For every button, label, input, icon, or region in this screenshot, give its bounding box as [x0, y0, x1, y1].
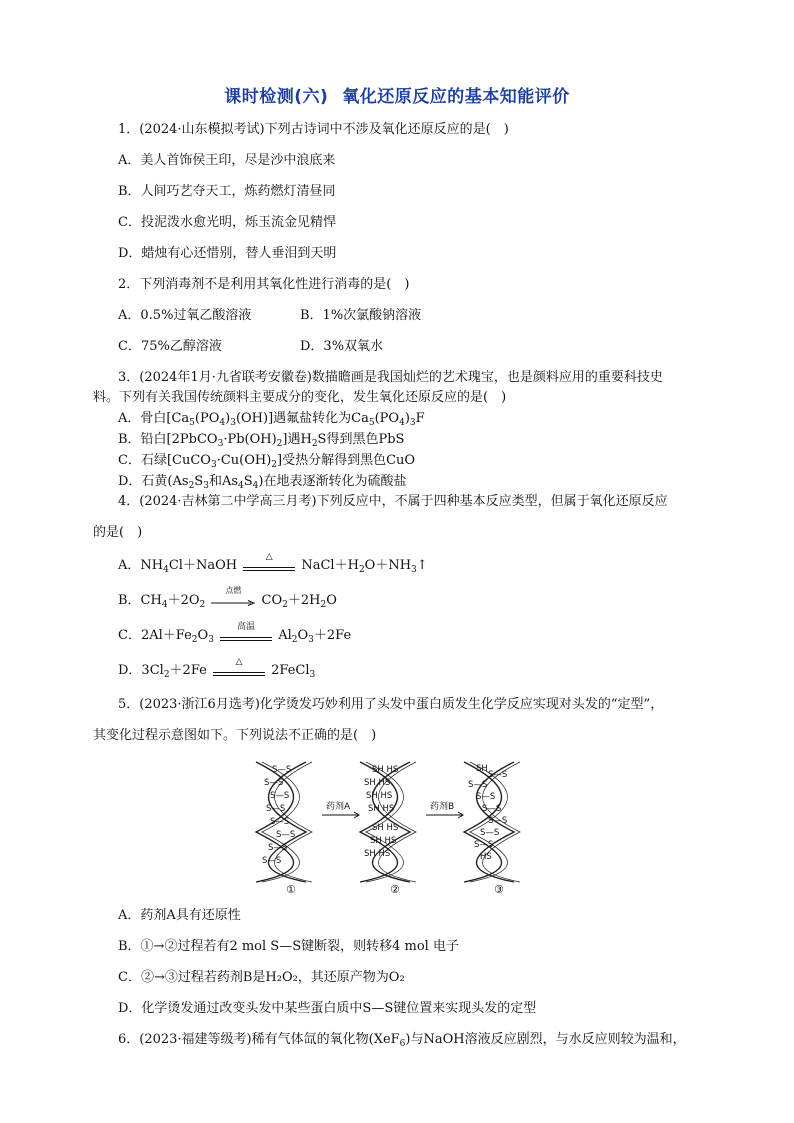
- shhs-6: SH HS: [370, 836, 397, 846]
- figure-label-1: ①: [286, 883, 296, 896]
- shhs-1: SH HS: [372, 765, 399, 775]
- shhs-2: SH HS: [364, 778, 391, 788]
- shhs-3: SH HS: [366, 791, 393, 801]
- q2-option-b: B．1%次氯酸钠溶液: [300, 308, 422, 323]
- figure-label-3: ③: [494, 883, 504, 896]
- ss-p3-5: S—S: [488, 816, 508, 826]
- ss-bond-3: S—S: [270, 791, 290, 801]
- hs-bottom: HS: [480, 852, 492, 862]
- ss-bond-1: S—S: [272, 765, 292, 775]
- ss-p3-1: S—S: [488, 770, 508, 780]
- ss-p3-4: S—S: [482, 804, 502, 814]
- q2-stem: 2．下列消毒剂不是利用其氧化性进行消毒的是( ): [118, 277, 410, 292]
- q3-option-d: D．石黄($As_2S_3$和$As_4S_4$)在地表逐渐转化为硫酸盐: [118, 474, 407, 491]
- q5-stem-line2: 其变化过程示意图如下。下列说法不正确的是( ): [93, 728, 377, 743]
- q4-option-a: A．$NH_4Cl+NaOH$ △ $NaCl+H_2O+NH_3↑$: [118, 551, 428, 575]
- ss-p3-2: S—S: [468, 780, 488, 790]
- hair-perm-diagram: [246, 757, 566, 897]
- q4-option-c: C．$2Al+Fe_2O_3$ 高温 $Al_2O_3+2Fe$: [118, 621, 352, 645]
- shhs-7: SH HS: [364, 849, 391, 859]
- q4-option-b: B．$CH_4+2O_2$ 点燃 $CO_2+2H_2O$: [118, 585, 337, 610]
- svg-text:药剂A: 药剂A: [326, 802, 351, 812]
- q1-option-a: A．美人首饰侯王印，尽是沙中浪底来: [118, 153, 336, 168]
- q2-option-c: C．75%乙醇溶液: [118, 339, 222, 354]
- q1-option-c: C．投泥泼水愈光明，烁玉流金见精悍: [118, 215, 336, 230]
- ss-bond-7: S—S: [268, 843, 288, 853]
- q3-option-c: C．石绿$[CuCO_3\cdot Cu(OH)_2]$受热分解得到黑色CuO: [118, 453, 416, 470]
- reaction-arrow-icon: 点燃: [211, 596, 255, 606]
- ss-bond-4: S—S: [266, 804, 286, 814]
- ss-p3-6: S—S: [480, 828, 500, 838]
- ss-p3-3: S—S: [476, 792, 496, 802]
- shhs-5: SH HS: [372, 823, 399, 833]
- q5-stem-line1: 5．(2023·浙江6月选考)化学烫发巧妙利用了头发中蛋白质发生化学反应实现对头发的“定型”，: [118, 697, 664, 712]
- q2-option-a: A．0.5%过氧乙酸溶液: [118, 308, 252, 323]
- q2-option-d: D．3%双氧水: [300, 339, 384, 354]
- q1-option-d: D．蜡烛有心还惜别，替人垂泪到天明: [118, 246, 337, 261]
- ss-bond-2: S—S: [264, 778, 284, 788]
- figure-label-2: ②: [390, 883, 400, 896]
- sh-top: SH: [476, 764, 488, 774]
- q6-stem: 6．(2023·福建等级考)稀有气体氙的氧化物(XeF$_6$)与NaOH溶液反应剧烈，与水反应则较为温和，: [118, 1032, 686, 1049]
- page-title: [0, 82, 794, 107]
- q1-stem: 1．(2024·山东模拟考试)下列古诗词中不涉及氧化还原反应的是( ): [118, 122, 509, 137]
- equals-sign-heat-2: △: [213, 666, 265, 676]
- q3-stem-line2: 料。下列有关我国传统颜料主要成分的变化，发生氧化还原反应的是( ): [93, 390, 507, 405]
- ss-bond-8: S—S: [262, 856, 282, 866]
- arrow-reagent-a-icon: [322, 800, 359, 818]
- shhs-4: SH HS: [368, 804, 395, 814]
- title-part1: 课时检测(六): [224, 87, 329, 107]
- q1-option-b: B．人间巧艺夺天工，炼药燃灯清昼同: [118, 184, 336, 199]
- equals-sign-high-temp: 高温: [220, 631, 272, 641]
- q4-option-d: D．$3Cl_2+2Fe$ △ 2FeCl$_3$: [118, 656, 316, 680]
- ss-p3-7: S—S: [474, 840, 494, 850]
- svg-text:药剂B: 药剂B: [430, 802, 455, 812]
- q5-option-b: B．①→②过程若有2 mol S—S键断裂，则转移4 mol 电子: [118, 939, 459, 954]
- q3-stem-line1: 3．(2024年1月·九省联考安徽卷)数描瞻画是我国灿烂的艺术瑰宝，也是颜料应用的重要科技史: [118, 370, 663, 385]
- q4-stem-line1: 4．(2024·吉林第二中学高三月考)下列反应中，不属于四种基本反应类型，但属于氧化还原反应: [118, 494, 668, 509]
- arrow-reagent-b-icon: [426, 800, 463, 818]
- q5-option-d: D．化学烫发通过改变头发中某些蛋白质中S—S键位置来实现头发的定型: [118, 1001, 537, 1016]
- equals-sign-heat: △: [243, 561, 295, 571]
- q3-option-a: A．骨白$[Ca_5(PO_4)_3(OH)]$遇氟盐转化为$Ca_5(PO_4)_3F$: [118, 411, 425, 428]
- ss-bond-5: S—S: [270, 817, 290, 827]
- ss-bond-6: S—S: [276, 830, 296, 840]
- q5-option-c: C．②→③过程若药剂B是H₂O₂，其还原产物为O₂: [118, 970, 405, 985]
- q3-option-b: B．铅白$[2PbCO_3\cdot Pb(OH)_2]$遇$H_2S$得到黑色PbS: [118, 432, 405, 449]
- title-part2: 氧化还原反应的基本知能评价: [342, 87, 570, 107]
- q5-option-a: A．药剂A具有还原性: [118, 908, 241, 923]
- q4-stem-line2: 的是( ): [93, 525, 143, 540]
